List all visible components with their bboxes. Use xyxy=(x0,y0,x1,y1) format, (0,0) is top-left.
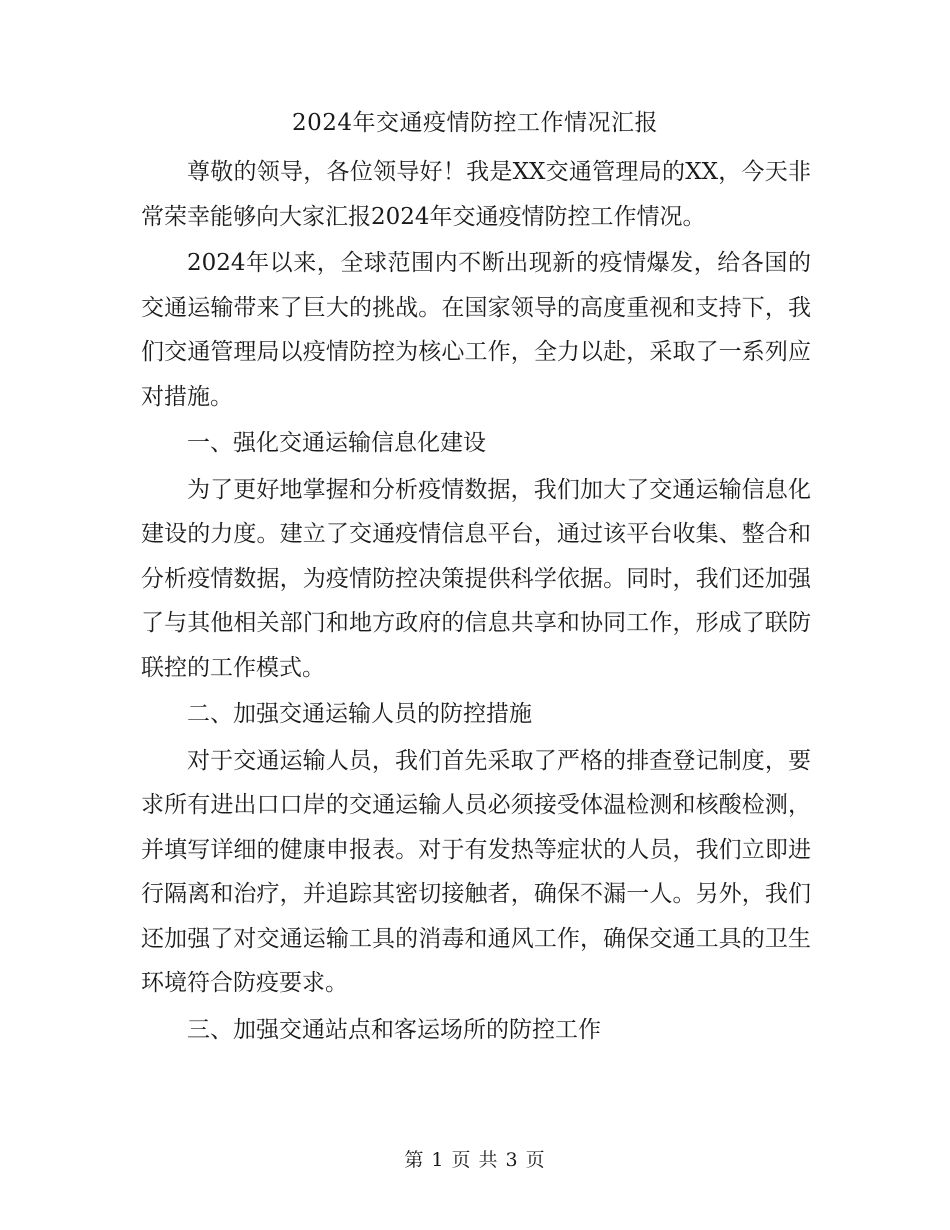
paragraph-background: 2024年以来，全球范围内不断出现新的疫情爆发，给各国的交通运输带来了巨大的挑战。在国家领导的高度重视和支持下，我们交通管理局以疫情防控为核心工作，全力以赴，采取了一系列应对措施。 xyxy=(141,250,811,410)
page-footer: 第 1 页 共 3 页 xyxy=(404,1149,546,1171)
paragraph-greeting: 尊敬的领导，各位领导好！我是XX交通管理局的XX，今天非常荣幸能够向大家汇报2024年交通疫情防控工作情况。 xyxy=(141,159,811,230)
paragraph-section-1: 为了更好地掌握和分析疫情数据，我们加大了交通运输信息化建设的力度。建立了交通疫情信息平台，通过该平台收集、整合和分析疫情数据，为疫情防控决策提供科学依据。同时，我们还加强了与其他相关部门和地方政府的信息共享和协同工作，形成了联防联控的工作模式。 xyxy=(141,476,811,681)
section-heading-3: 三、加强交通站点和客运场所的防控工作 xyxy=(187,1016,601,1043)
paragraph-section-2: 对于交通运输人员，我们首先采取了严格的排查登记制度，要求所有进出口口岸的交通运输人员必须接受体温检测和核酸检测，并填写详细的健康申报表。对于有发热等症状的人员，我们立即进行隔离和治疗，并追踪其密切接触者，确保不漏一人。另外，我们还加强了对交通运输工具的消毒和通风工作，确保交通工具的卫生环境符合防疫要求。 xyxy=(141,747,811,996)
section-heading-1: 一、强化交通运输信息化建设 xyxy=(187,430,486,456)
document-body xyxy=(141,150,811,1054)
document-title: 2024年交通疫情防控工作情况汇报 xyxy=(291,110,659,136)
section-heading-2: 二、加强交通运输人员的防控措施 xyxy=(187,701,532,727)
